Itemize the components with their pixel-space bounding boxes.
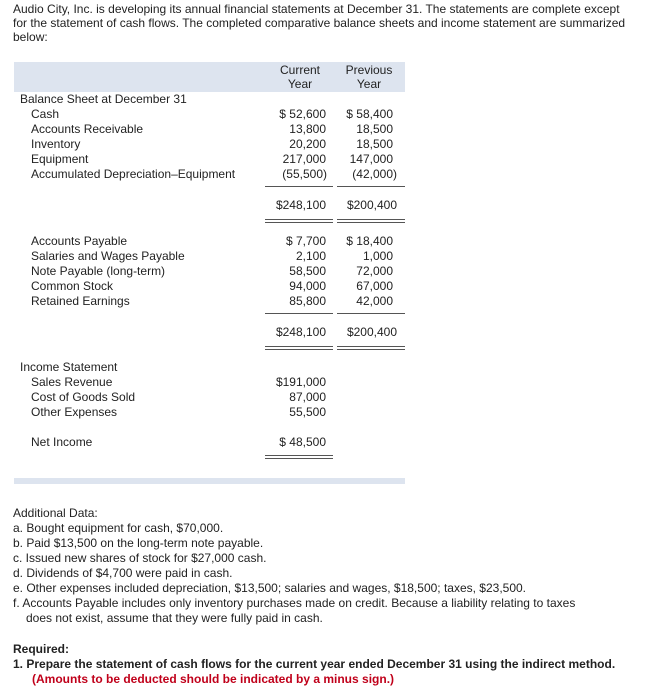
accounts-payable-current: $ 7,700 — [285, 234, 326, 248]
row-label-inventory: Inventory — [31, 137, 81, 151]
retained-earnings-previous: 42,000 — [356, 294, 393, 308]
liabilities-total-rule-previous-2 — [337, 349, 405, 350]
equipment-current: 217,000 — [282, 152, 326, 166]
inventory-current: 20,200 — [289, 137, 326, 151]
cash-current: $ 52,600 — [279, 107, 326, 121]
additional-item-a: a. Bought equipment for cash, $70,000. — [13, 521, 224, 535]
row-label-other-expenses: Other Expenses — [31, 405, 118, 419]
salaries-wages-payable-current: 2,100 — [295, 249, 326, 263]
note-payable-current: 58,500 — [289, 264, 326, 278]
additional-item-e: e. Other expenses included depreciation, $13,500; salaries and wages, $18,500; taxes, $23,500. — [13, 581, 527, 595]
liabilities-total-previous: $200,400 — [346, 325, 397, 339]
liabilities-total-rule-previous-1 — [337, 346, 405, 347]
balance-sheet-title: Balance Sheet at December 31 — [20, 92, 187, 106]
additional-data-title: Additional Data: — [13, 506, 98, 520]
row-label-cash: Cash — [31, 107, 60, 121]
row-label-cost-of-goods-sold: Cost of Goods Sold — [31, 390, 136, 404]
additional-item-f: f. Accounts Payable includes only inventory purchases made on credit. Because a liability relating to taxes — [13, 596, 576, 610]
financial-statements-table — [14, 62, 405, 484]
row-label-equipment: Equipment — [31, 152, 89, 166]
required-note: (Amounts to be deducted should be indicated by a minus sign.) — [32, 672, 395, 686]
required-title: Required: — [13, 642, 70, 656]
assets-total-rule-previous-1 — [337, 219, 405, 220]
assets-subtotal-rule-previous — [337, 186, 405, 187]
row-label-accounts-payable: Accounts Payable — [31, 234, 128, 248]
additional-item-f-continued: does not exist, assume that they were fully paid in cash. — [26, 611, 323, 625]
table-footer-band — [14, 478, 405, 484]
required-item-1: 1. Prepare the statement of cash flows for the current year ended December 31 using the indirect method. — [13, 657, 616, 671]
cost-of-goods-sold-current: 87,000 — [289, 390, 326, 404]
header-previous-year: Previous Year — [345, 63, 393, 91]
intro-paragraph: Audio City, Inc. is developing its annual financial statements at December 31. The statements are complete except for the statement of cash flows. The completed comparative balance sheets and income statement are summarized below: — [13, 2, 626, 44]
equipment-previous: 147,000 — [349, 152, 393, 166]
additional-item-c: c. Issued new shares of stock for $27,000 cash. — [13, 551, 267, 565]
row-label-net-income: Net Income — [31, 435, 93, 449]
liabilities-total-rule-current-1 — [265, 346, 333, 347]
row-label-common-stock: Common Stock — [31, 279, 114, 293]
row-label-accounts-receivable: Accounts Receivable — [31, 122, 144, 136]
common-stock-current: 94,000 — [289, 279, 326, 293]
other-expenses-current: 55,500 — [289, 405, 326, 419]
accumulated-depreciation-previous: (42,000) — [352, 167, 397, 181]
header-current-year: Current Year — [279, 63, 320, 91]
row-label-sales-revenue: Sales Revenue — [31, 375, 113, 389]
assets-subtotal-rule-current — [265, 186, 333, 187]
common-stock-previous: 67,000 — [356, 279, 393, 293]
liabilities-subtotal-rule-current — [265, 313, 333, 314]
assets-total-rule-previous-2 — [337, 222, 405, 223]
accounts-receivable-current: 13,800 — [289, 122, 326, 136]
assets-total-previous: $200,400 — [346, 198, 397, 212]
additional-item-d: d. Dividends of $4,700 were paid in cash. — [13, 566, 233, 580]
liabilities-total-rule-current-2 — [265, 349, 333, 350]
additional-data — [13, 506, 635, 626]
liabilities-total-current: $248,100 — [275, 325, 326, 339]
net-income-rule-1 — [265, 455, 333, 456]
liabilities-subtotal-rule-previous — [337, 313, 405, 314]
income-statement-title: Income Statement — [20, 360, 118, 374]
assets-total-rule-current-1 — [265, 219, 333, 220]
row-label-salaries-wages-payable: Salaries and Wages Payable — [31, 249, 185, 263]
row-label-accumulated-depreciation: Accumulated Depreciation–Equipment — [31, 167, 236, 181]
accounts-payable-previous: $ 18,400 — [346, 234, 393, 248]
row-label-note-payable: Note Payable (long-term) — [31, 264, 166, 278]
assets-total-current: $248,100 — [275, 198, 326, 212]
inventory-previous: 18,500 — [356, 137, 393, 151]
retained-earnings-current: 85,800 — [289, 294, 326, 308]
row-label-retained-earnings: Retained Earnings — [31, 294, 130, 308]
cash-previous: $ 58,400 — [346, 107, 393, 121]
sales-revenue-current: $191,000 — [275, 375, 326, 389]
accounts-receivable-previous: 18,500 — [356, 122, 393, 136]
net-income-rule-2 — [265, 458, 333, 459]
additional-item-b: b. Paid $13,500 on the long-term note payable. — [13, 536, 264, 550]
accumulated-depreciation-current: (55,500) — [282, 167, 327, 181]
note-payable-previous: 72,000 — [356, 264, 393, 278]
salaries-wages-payable-previous: 1,000 — [362, 249, 393, 263]
assets-total-rule-current-2 — [265, 222, 333, 223]
net-income-current: $ 48,500 — [279, 435, 326, 449]
required-section — [13, 642, 635, 687]
